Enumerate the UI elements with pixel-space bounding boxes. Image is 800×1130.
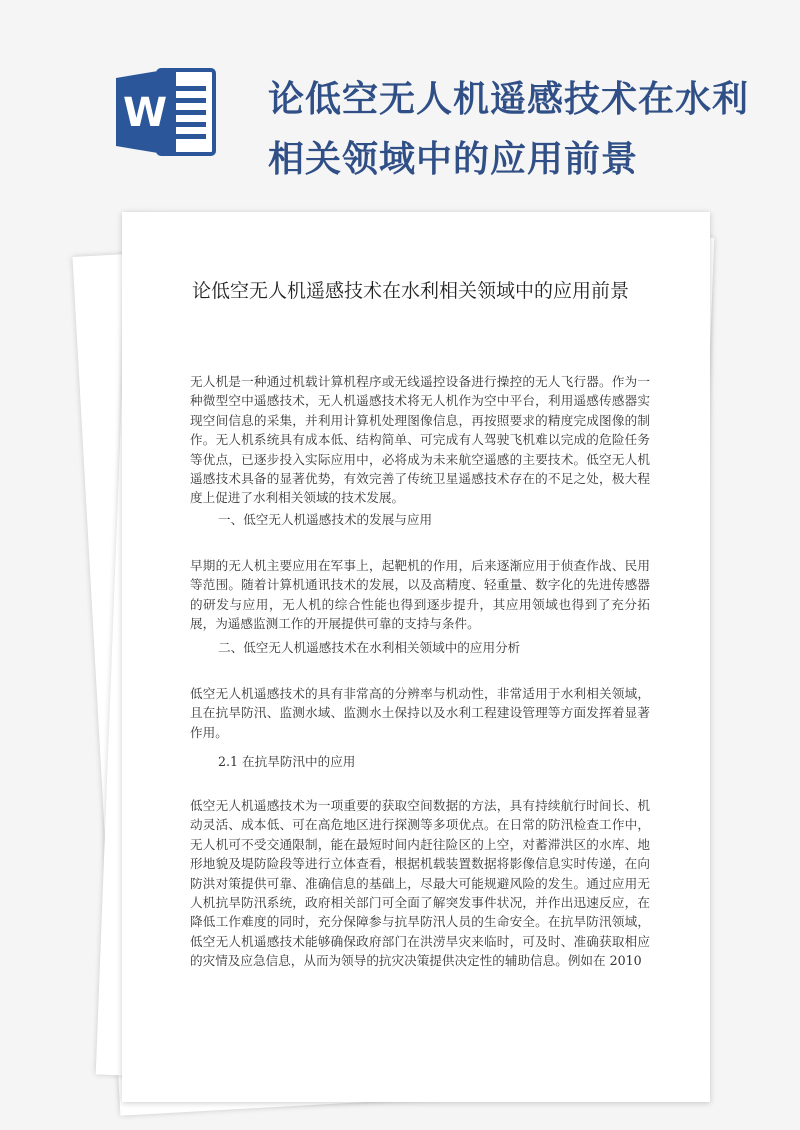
header-title: 论低空无人机遥感技术在水利相关领域中的应用前景 [268,79,750,180]
paragraph-development: 早期的无人机主要应用在军事上，起靶机的作用，后来逐渐应用于侦查作战、民用等范围。随着计算机通讯技术的发展，以及高精度、轻重量、数字化的先进传感器的研发与应用，无人机的综合性能也得到逐步提升，其应用领域也得到了充分拓展，为遥感监测工作的开展提供可靠的支持与条件。 [190,558,650,632]
word-document-icon [114,64,218,160]
paragraph-flood-control: 低空无人机遥感技术为一项重要的获取空间数据的方法，具有持续航行时间长、机动灵活、成本低、可在高危地区进行探测等多项优点。在日常的防汛检查工作中，无人机可不受交通限制，能在最短时间内赶往险区的上空，对蓄滞洪区的水库、地形地貌及堤防险段等进行立体查看，根据机载装置数据将影像信息实时传递，在向防洪对策提供可靠、准确信息的基础上，尽最大可能规避风险的发生。通过应用无人机抗旱防汛系统，政府相关部门可全面了解突发事件状况，并作出迅速反应，在降低工作难度的同时，充分保障参与抗旱防汛人员的生命安全。在抗旱防汛领域，低空无人机遥感技术能够确保政府部门在洪涝旱灾来临时，可及时、准确获取相应的灾情及应急信息，从而为领导的抗灾决策提供决定性的辅助信息。例如在 2010 [190,798,650,969]
section-heading-1: 一、低空无人机遥感技术的发展与应用 [218,512,433,527]
document-page [122,212,710,1102]
paragraph-intro: 无人机是一种通过机载计算机程序或无线遥控设备进行操控的无人飞行器。作为一种微型空中遥感技术，无人机遥感技术将无人机作为空中平台，利用遥感传感器实现空间信息的采集，并利用计算机处理图像信息，再按照要求的精度完成图像的制作。无人机系统具有成本低、结构简单、可完成有人驾驶飞机难以完成的危险任务等优点，已逐步投入实际应用中，必将成为未来航空遥感的主要技术。低空无人机遥感技术具备的显著优势，有效完善了传统卫星遥感技术存在的不足之处，极大程度上促进了水利相关领域的技术发展。 [190,374,650,506]
subsection-heading-2-1: 2.1 在抗旱防汛中的应用 [218,754,356,769]
word-icon-letter: W [122,90,168,136]
paragraph-application: 低空无人机遥感技术的具有非常高的分辨率与机动性，非常适用于水利相关领域，且在抗旱防汛、监测水域、监测水土保持以及水利工程建设管理等方面发挥着显著作用。 [190,686,650,740]
document-title: 论低空无人机遥感技术在水利相关领域中的应用前景 [192,280,630,302]
section-heading-2: 二、低空无人机遥感技术在水利相关领域中的应用分析 [218,640,521,655]
